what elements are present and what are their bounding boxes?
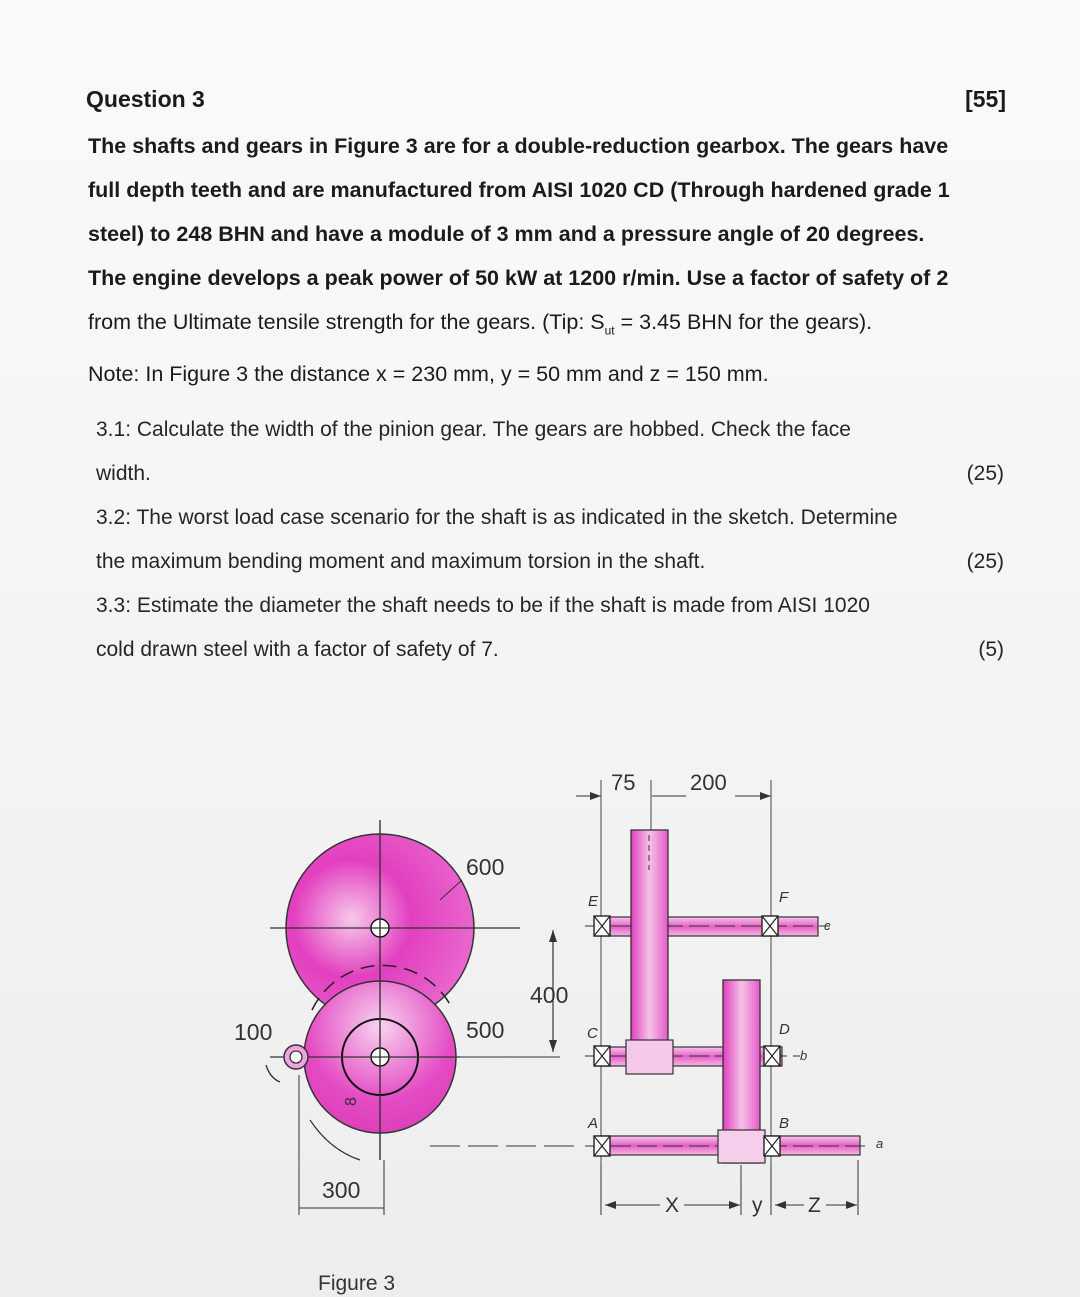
label-eight: 8 <box>343 1097 360 1106</box>
subq-2-marks: (25) <box>966 550 1004 573</box>
label-C: C <box>587 1025 598 1042</box>
dim-200-arrow-right <box>760 792 771 800</box>
dim-600: 600 <box>466 854 505 880</box>
subq-1-marks: (25) <box>966 462 1004 485</box>
dim-300: 300 <box>322 1177 361 1203</box>
dim-z-arrow-left <box>775 1201 786 1209</box>
dim-75-arrow <box>590 792 601 800</box>
label-A: A <box>588 1115 599 1132</box>
label-F: F <box>779 889 789 906</box>
gearbox-figure <box>0 700 1080 1297</box>
intro-line-1: The shafts and gears in Figure 3 are for a double-reduction gearbox. The gears have <box>88 134 949 158</box>
intro-line-2: full depth teeth and are manufactured from AISI 1020 CD (Through hardened grade 1 <box>88 178 950 202</box>
label-b: b <box>800 1048 808 1063</box>
bearing-E <box>594 916 610 936</box>
intro-line-5a: from the Ultimate tensile strength for the gears. (Tip: S <box>88 310 605 334</box>
dim-100: 100 <box>234 1019 273 1045</box>
intro-line-5b: = 3.45 BHN for the gears). <box>614 310 873 334</box>
bottom-hub <box>718 1130 765 1163</box>
dim-z: Z <box>808 1194 821 1217</box>
dim-400-arrow-top <box>549 930 557 942</box>
dim-400: 400 <box>530 982 569 1008</box>
large-gear-side <box>631 830 668 1045</box>
bearing-D <box>764 1046 780 1066</box>
bearing-C <box>594 1046 610 1066</box>
dim-x: X <box>665 1194 680 1217</box>
dim-200: 200 <box>690 770 727 795</box>
label-B: B <box>779 1115 790 1132</box>
question-header <box>86 86 1006 116</box>
intro-line-6: Note: In Figure 3 the distance x = 230 mm, y = 50 mm and z = 150 mm. <box>88 362 769 387</box>
middle-hub <box>626 1040 673 1074</box>
subq-2-line-1: 3.2: The worst load case scenario for the shaft is as indicated in the sketch. Determine <box>96 506 898 529</box>
subq-3-line-2: cold drawn steel with a factor of safety of 7. <box>96 638 499 661</box>
intro-line-3: steel) to 248 BHN and have a module of 3 mm and a pressure angle of 20 degrees. <box>88 222 925 246</box>
subq-2-line-2: the maximum bending moment and maximum torsion in the shaft. <box>96 550 706 573</box>
dim-x-arrow-right <box>729 1201 740 1209</box>
label-c: c <box>824 918 831 933</box>
input-gear-hub <box>290 1051 302 1063</box>
subq-3-marks: (5) <box>978 638 1004 661</box>
intro-line-4: The engine develops a peak power of 50 kW at 1200 r/min. Use a factor of safety of 2 <box>88 266 949 290</box>
question-intro <box>88 124 1008 396</box>
question-title: Question 3 <box>86 86 205 112</box>
bearing-F <box>762 916 778 936</box>
figure-caption: Figure 3 <box>318 1272 396 1295</box>
rotation-arrow-small <box>266 1065 280 1082</box>
intro-line-5 <box>88 300 1008 352</box>
dim-y: y <box>752 1194 763 1217</box>
dim-z-arrow-right <box>846 1201 857 1209</box>
dim-400-arrow-bottom <box>549 1040 557 1052</box>
subquestion-3-3 <box>96 584 1004 672</box>
sut-subscript: ut <box>604 323 615 338</box>
bearing-A <box>594 1136 610 1156</box>
label-E: E <box>588 893 599 910</box>
subquestion-3-1 <box>96 408 1004 496</box>
subq-1-line-2: width. <box>96 462 151 485</box>
bearing-B <box>764 1136 780 1156</box>
label-D: D <box>779 1021 790 1038</box>
dim-75: 75 <box>611 770 636 795</box>
subquestion-3-2 <box>96 496 1004 584</box>
label-a: a <box>876 1136 884 1151</box>
dim-500: 500 <box>466 1017 505 1043</box>
subq-1-line-1: 3.1: Calculate the width of the pinion gear. The gears are hobbed. Check the face <box>96 418 851 441</box>
dim-x-arrow-left <box>605 1201 616 1209</box>
subq-3-line-1: 3.3: Estimate the diameter the shaft needs to be if the shaft is made from AISI 1020 <box>96 594 870 617</box>
question-marks: [55] <box>965 86 1006 112</box>
